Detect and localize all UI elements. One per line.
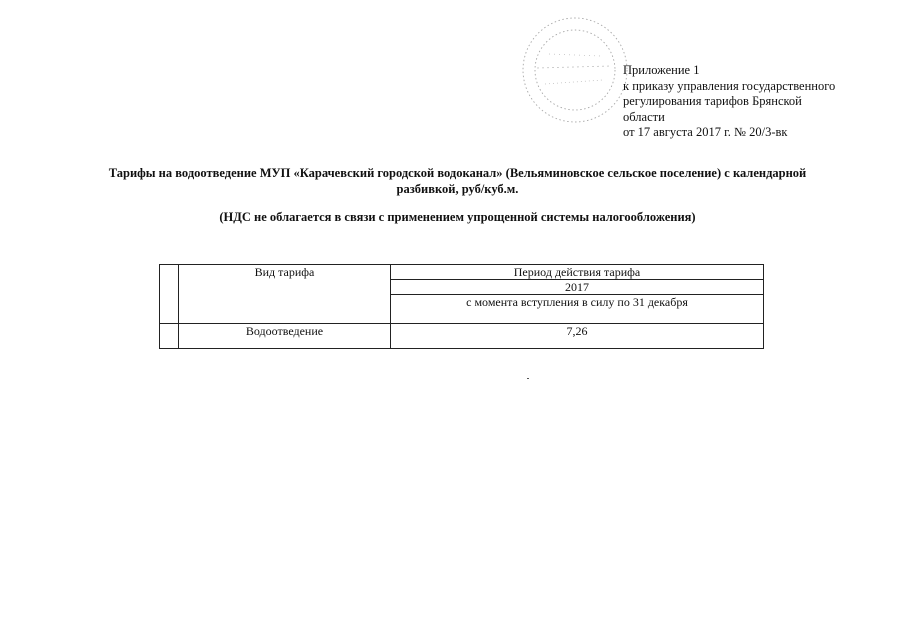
annex-line: Приложение 1 xyxy=(623,63,700,77)
row-number-cell xyxy=(160,324,179,349)
scan-speck xyxy=(527,378,529,379)
document-title xyxy=(40,165,875,197)
number-column-header xyxy=(160,265,179,324)
tariff-kind-header: Вид тарифа xyxy=(179,265,391,324)
annex-line: области xyxy=(623,109,665,124)
title-line: разбивкой, руб/куб.м. xyxy=(396,182,519,196)
table-row xyxy=(160,324,764,349)
title-line: Тарифы на водоотведение МУП «Карачевский городской водоканал» (Вельяминовское сельское поселение) с календарной xyxy=(108,166,807,180)
official-stamp-icon xyxy=(515,10,635,130)
vat-note: (НДС не облагается в связи с применением упрощенной системы налогообложения) xyxy=(219,210,696,224)
annex-block xyxy=(623,63,893,141)
tariff-value-cell: 7,26 xyxy=(391,324,764,349)
annex-line: регулирования тарифов Брянской xyxy=(623,94,802,108)
tariff-table xyxy=(159,264,764,349)
tariff-range-header: с момента вступления в силу по 31 декабря xyxy=(391,295,764,324)
tariff-period-header: Период действия тарифа xyxy=(391,265,764,280)
tariff-kind-cell: Водоотведение xyxy=(179,324,391,349)
table-header-row xyxy=(160,265,764,280)
annex-line: к приказу управления государственного xyxy=(623,78,836,93)
tariff-year-header: 2017 xyxy=(391,280,764,295)
annex-date-line: от 17 августа 2017 г. № 20/3-вк xyxy=(623,125,788,139)
